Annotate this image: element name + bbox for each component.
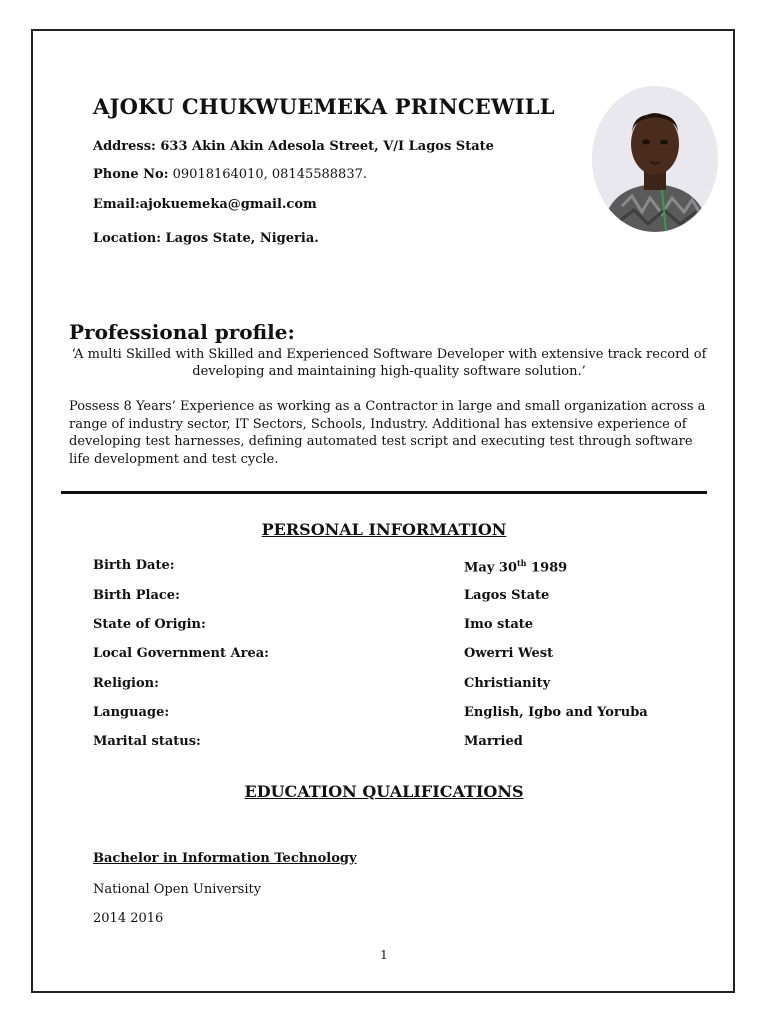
page-number: 1 [380, 948, 388, 962]
info-label: Marital status: [93, 734, 201, 749]
phone-label: Phone No: [93, 167, 169, 182]
education-heading: EDUCATION QUALIFICATIONS [244, 782, 524, 801]
profile-paragraph: Possess 8 Years’ Experience as working as a Contractor in large and small organization across a range of industry sector, IT Sectors, Schools, Industry. Additional has extensive experience of developing test harnesses, defining automated test script and executing test through software life development and test cycle. [69, 399, 706, 467]
info-row-religion [93, 676, 653, 694]
education-years: 2014 2016 [93, 911, 164, 926]
info-label: Language: [93, 705, 170, 720]
phone-line [93, 167, 367, 182]
profile-quote: ‘A multi Skilled with Skilled and Experienced Software Developer with extensive track record of developing and maintaining high-quality software solution.’ [71, 347, 707, 379]
phone-value: 09018164010, 08145588837. [168, 167, 367, 182]
info-value: English, Igbo and Yoruba [464, 705, 648, 720]
info-row-state-of-origin [93, 617, 653, 635]
info-row-birth-date [93, 558, 653, 576]
info-value: Christianity [464, 676, 551, 691]
info-row-lga [93, 646, 653, 664]
profile-photo-image [592, 86, 718, 232]
info-label: Religion: [93, 676, 159, 691]
info-label: State of Origin: [93, 617, 206, 632]
profile-heading: Professional profile: [69, 320, 295, 344]
profile-photo [592, 86, 718, 232]
email-line: Email:ajokuemeka@gmail.com [93, 197, 317, 212]
info-value: Married [464, 734, 523, 749]
info-row-language [93, 705, 653, 723]
education-degree: Bachelor in Information Technology [93, 851, 357, 866]
birth-date-day: May 30 [464, 560, 517, 576]
info-row-birth-place [93, 588, 653, 606]
address-line: Address: 633 Akin Akin Adesola Street, V/I Lagos State [93, 139, 494, 154]
info-label: Birth Place: [93, 588, 180, 603]
candidate-name: AJOKU CHUKWUEMEKA PRINCEWILL [93, 94, 555, 119]
info-value [464, 558, 567, 575]
personal-info-heading: PERSONAL INFORMATION [261, 520, 507, 539]
info-row-marital-status [93, 734, 653, 752]
education-institution: National Open University [93, 882, 262, 897]
info-value: Owerri West [464, 646, 554, 661]
birth-date-suffix: th [516, 558, 527, 568]
info-label: Birth Date: [93, 558, 175, 573]
section-divider [61, 491, 707, 494]
location-line: Location: Lagos State, Nigeria. [93, 231, 319, 246]
birth-date-year: 1989 [526, 560, 568, 576]
info-value: Lagos State [464, 588, 550, 603]
info-value: Imo state [464, 617, 534, 632]
info-label: Local Government Area: [93, 646, 269, 661]
